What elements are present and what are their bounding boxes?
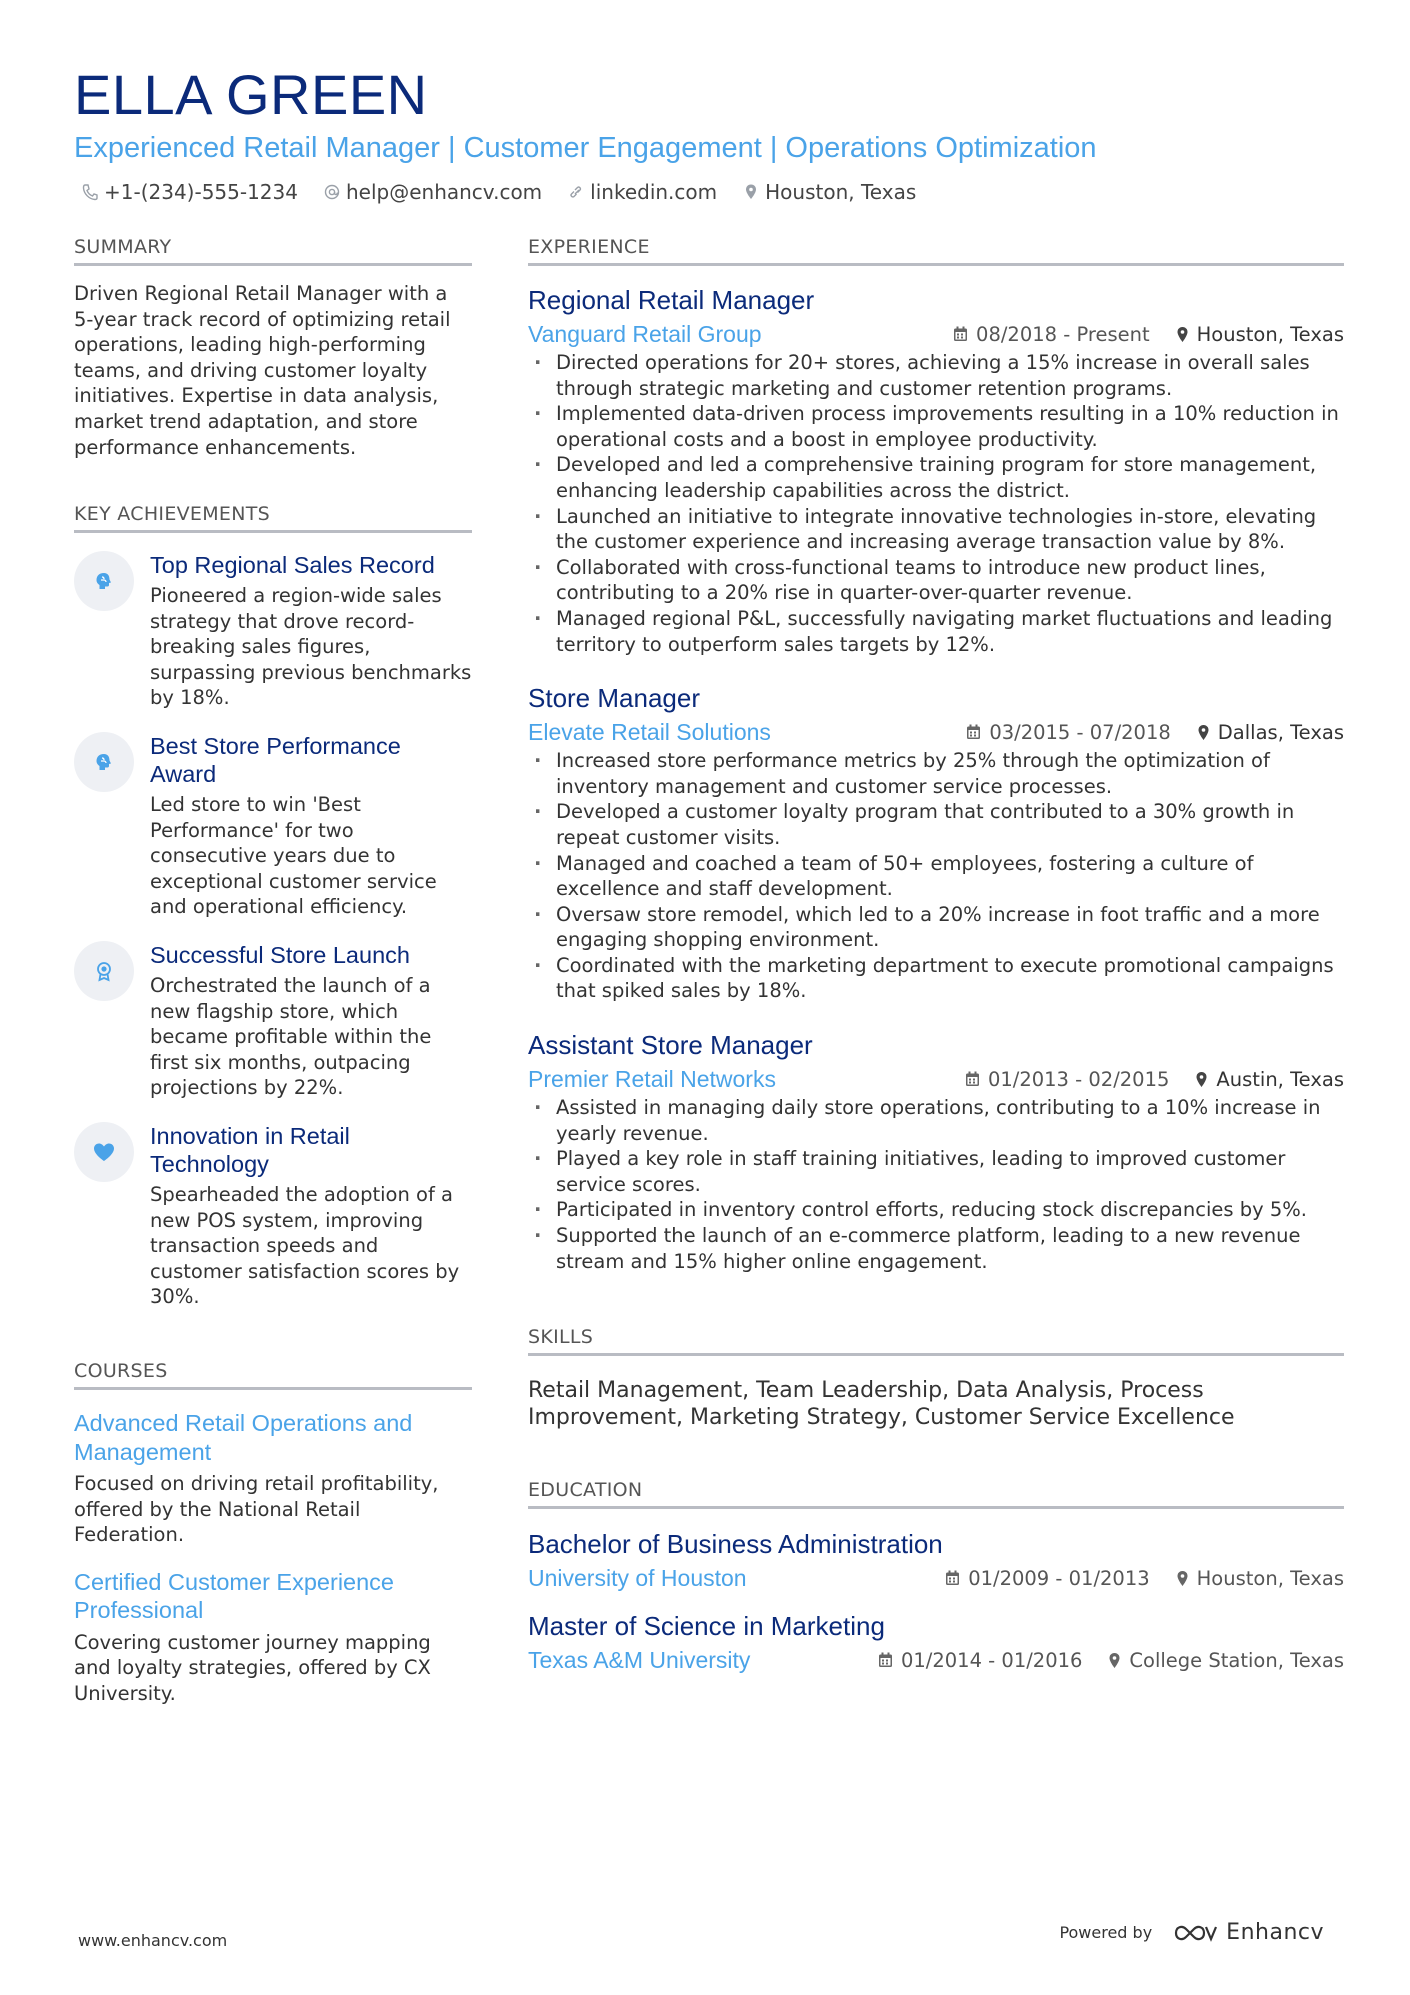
course-title: Advanced Retail Operations and Management: [74, 1410, 413, 1465]
location-text: Houston, Texas: [765, 180, 917, 204]
contact-location: [743, 180, 916, 204]
footer-branding: [1059, 1920, 1324, 1945]
location-pin-icon: [1195, 1071, 1208, 1088]
achievement-icon-circle: [74, 551, 134, 611]
enhancv-logo-icon: [1172, 1921, 1218, 1945]
calendar-icon: [878, 1652, 893, 1668]
location-pin-icon: [743, 183, 759, 201]
course-item: [74, 1568, 472, 1707]
education-heading: EDUCATION: [528, 1479, 1344, 1509]
achievement-desc: Spearheaded the adoption of a new POS system, improving transaction speeds and customer satisfaction scores by 30%.: [150, 1182, 460, 1309]
job-bullet: · Assisted in managing daily store operations, contributing to a 10% increase in yearly revenue.: [528, 1095, 1344, 1146]
job-bullet: · Oversaw store remodel, which led to a 20% increase in foot traffic and a more engaging shopping environment.: [528, 902, 1344, 953]
achievement-item: [74, 732, 472, 920]
location-pin-icon: [1176, 326, 1189, 343]
achievements-heading: KEY ACHIEVEMENTS: [74, 503, 472, 533]
summary-heading: SUMMARY: [74, 236, 472, 266]
job-bullet: · Played a key role in staff training initiatives, leading to improved customer service scores.: [528, 1146, 1344, 1197]
summary-text: Driven Regional Retail Manager with a 5-year track record of optimizing retail operations, leading high-performing teams, and driving customer loyalty initiatives. Expertise in data analysis, market trend adaptation, and store performance enhancements.: [74, 282, 451, 459]
job-bullet: · Implemented data-driven process improvements resulting in a 10% reduction in operational costs and a boost in employee productivity.: [528, 401, 1344, 452]
school-name: University of Houston: [528, 1565, 747, 1591]
course-title: Certified Customer Experience Professional: [74, 1568, 394, 1624]
phone-icon: [82, 183, 98, 201]
education-entry: [528, 1610, 1344, 1675]
job-bullet: · Managed and coached a team of 50+ employees, fostering a culture of excellence and staff development.: [528, 851, 1344, 902]
heart-icon: [92, 1141, 116, 1163]
badge-icon: [93, 960, 115, 982]
education-dates: 01/2009 - 01/2013: [968, 1566, 1150, 1590]
achievement-desc: Orchestrated the launch of a new flagship store, which became profitable within the first six months, outpacing projections by 22%.: [150, 973, 432, 1100]
location-pin-icon: [1197, 724, 1210, 741]
brand-name: Enhancv: [1226, 1920, 1324, 1945]
achievement-title: Best Store Performance Award: [150, 732, 401, 787]
achievement-title: Top Regional Sales Record: [150, 552, 435, 578]
degree-title: Master of Science in Marketing: [528, 1611, 885, 1641]
skills-section: [528, 1326, 1344, 1431]
job-bullet: · Directed operations for 20+ stores, achieving a 15% increase in overall sales through strategic marketing and customer retention programs.: [528, 350, 1344, 401]
contact-linkedin[interactable]: [568, 180, 717, 204]
location-pin-icon: [1176, 1570, 1189, 1587]
education-dates: 01/2014 - 01/2016: [900, 1648, 1083, 1672]
powered-by-label: Powered by: [1059, 1923, 1153, 1942]
company-name: Vanguard Retail Group: [528, 321, 762, 347]
job-dates: 03/2015 - 07/2018: [989, 720, 1171, 744]
job-entry: [528, 682, 1344, 1004]
achievement-desc: Led store to win 'Best Performance' for two consecutive years due to exceptional customer service and operational efficiency.: [150, 792, 437, 919]
job-entry: [528, 1029, 1344, 1274]
job-location: Austin, Texas: [1216, 1067, 1344, 1091]
summary-section: [74, 236, 472, 460]
company-name: Premier Retail Networks: [528, 1066, 776, 1093]
course-desc: Covering customer journey mapping and loyalty strategies, offered by CX University.: [74, 1630, 431, 1705]
calendar-icon: [966, 724, 981, 740]
right-column: [528, 236, 1344, 1673]
achievements-list: [74, 551, 472, 1310]
resume-header: [74, 62, 1344, 204]
skills-text: Retail Management, Team Leadership, Data Analysis, Process Improvement, Marketing Strategy, Customer Service Excellence: [528, 1378, 1235, 1430]
job-bullet: · Supported the launch of an e-commerce platform, leading to a new revenue stream and 15% higher online engagement.: [528, 1223, 1344, 1274]
course-desc: Focused on driving retail profitability, offered by the National Retail Federation.: [74, 1472, 439, 1547]
email-text: help@enhancv.com: [345, 180, 543, 204]
job-bullet: · Launched an initiative to integrate innovative technologies in-store, elevating the customer experience and increasing average transaction value by 8%.: [528, 504, 1344, 555]
achievement-item: [74, 941, 472, 1101]
courses-section: [74, 1360, 472, 1707]
linkedin-text: linkedin.com: [590, 180, 718, 204]
job-dates: 01/2013 - 02/2015: [987, 1067, 1170, 1091]
courses-heading: COURSES: [74, 1360, 472, 1390]
calendar-icon: [945, 1570, 960, 1586]
brain-icon: [93, 570, 115, 592]
job-bullets: [528, 350, 1344, 657]
brand-logo[interactable]: [1172, 1920, 1324, 1945]
experience-heading: EXPERIENCE: [528, 236, 1344, 266]
job-bullet: · Developed a customer loyalty program that contributed to a 30% growth in repeat customer visits.: [528, 799, 1344, 850]
achievement-item: [74, 551, 472, 711]
job-bullet: · Managed regional P&L, successfully navigating market fluctuations and leading territory to outperform sales targets by 12%.: [528, 606, 1344, 657]
brain-icon: [93, 751, 115, 773]
course-item: [74, 1409, 472, 1548]
contact-phone[interactable]: [82, 180, 298, 204]
at-icon: [324, 183, 340, 201]
job-bullet: · Developed and led a comprehensive training program for store management, enhancing leadership capabilities across the district.: [528, 452, 1344, 503]
education-location: Houston, Texas: [1196, 1566, 1344, 1590]
job-location: Houston, Texas: [1196, 322, 1344, 346]
job-bullets: [528, 748, 1344, 1004]
achievement-item: [74, 1122, 472, 1310]
calendar-icon: [953, 326, 968, 342]
contact-email[interactable]: [324, 180, 542, 204]
job-bullets: [528, 1095, 1344, 1274]
footer-website[interactable]: www.enhancv.com: [78, 1931, 228, 1950]
job-bullet: · Collaborated with cross-functional teams to introduce new product lines, contributing to a 20% rise in quarter-over-quarter revenue.: [528, 555, 1344, 606]
achievement-icon-circle: [74, 732, 134, 792]
achievement-title: Successful Store Launch: [150, 941, 410, 968]
experience-section: [528, 236, 1344, 1274]
phone-text: +1-(234)-555-1234: [104, 180, 298, 204]
job-bullet: · Participated in inventory control efforts, reducing stock discrepancies by 5%.: [528, 1197, 1344, 1223]
candidate-name: ELLA GREEN: [74, 63, 428, 126]
education-location: College Station, Texas: [1129, 1648, 1344, 1672]
calendar-icon: [965, 1071, 980, 1087]
achievement-icon-circle: [74, 941, 134, 1001]
job-bullet: · Increased store performance metrics by 25% through the optimization of inventory management and customer service processes.: [528, 748, 1344, 799]
education-section: [528, 1479, 1344, 1675]
left-column: [74, 236, 472, 1705]
company-name: Elevate Retail Solutions: [528, 719, 771, 746]
job-title: Store Manager: [528, 683, 700, 714]
candidate-headline: Experienced Retail Manager | Customer Engagement | Operations Optimization: [74, 132, 1097, 164]
education-entry: [528, 1528, 1344, 1593]
job-location: Dallas, Texas: [1217, 720, 1344, 744]
skills-heading: SKILLS: [528, 1326, 1344, 1356]
achievement-title: Innovation in Retail Technology: [150, 1122, 350, 1177]
location-pin-icon: [1108, 1652, 1121, 1669]
degree-title: Bachelor of Business Administration: [528, 1529, 943, 1559]
achievements-section: [74, 503, 472, 1331]
link-icon: [568, 183, 584, 201]
job-bullet: · Coordinated with the marketing department to execute promotional campaigns that spiked sales by 18%.: [528, 953, 1344, 1004]
job-title: Assistant Store Manager: [528, 1030, 813, 1061]
job-title: Regional Retail Manager: [528, 285, 815, 315]
achievement-desc: Pioneered a region-wide sales strategy that drove record-breaking sales figures, surpassing previous benchmarks by 18%.: [150, 584, 472, 710]
job-entry: [528, 284, 1344, 657]
school-name: Texas A&M University: [528, 1647, 751, 1673]
achievement-icon-circle: [74, 1122, 134, 1182]
contact-bar: [74, 180, 1344, 204]
job-dates: 08/2018 - Present: [976, 322, 1150, 346]
